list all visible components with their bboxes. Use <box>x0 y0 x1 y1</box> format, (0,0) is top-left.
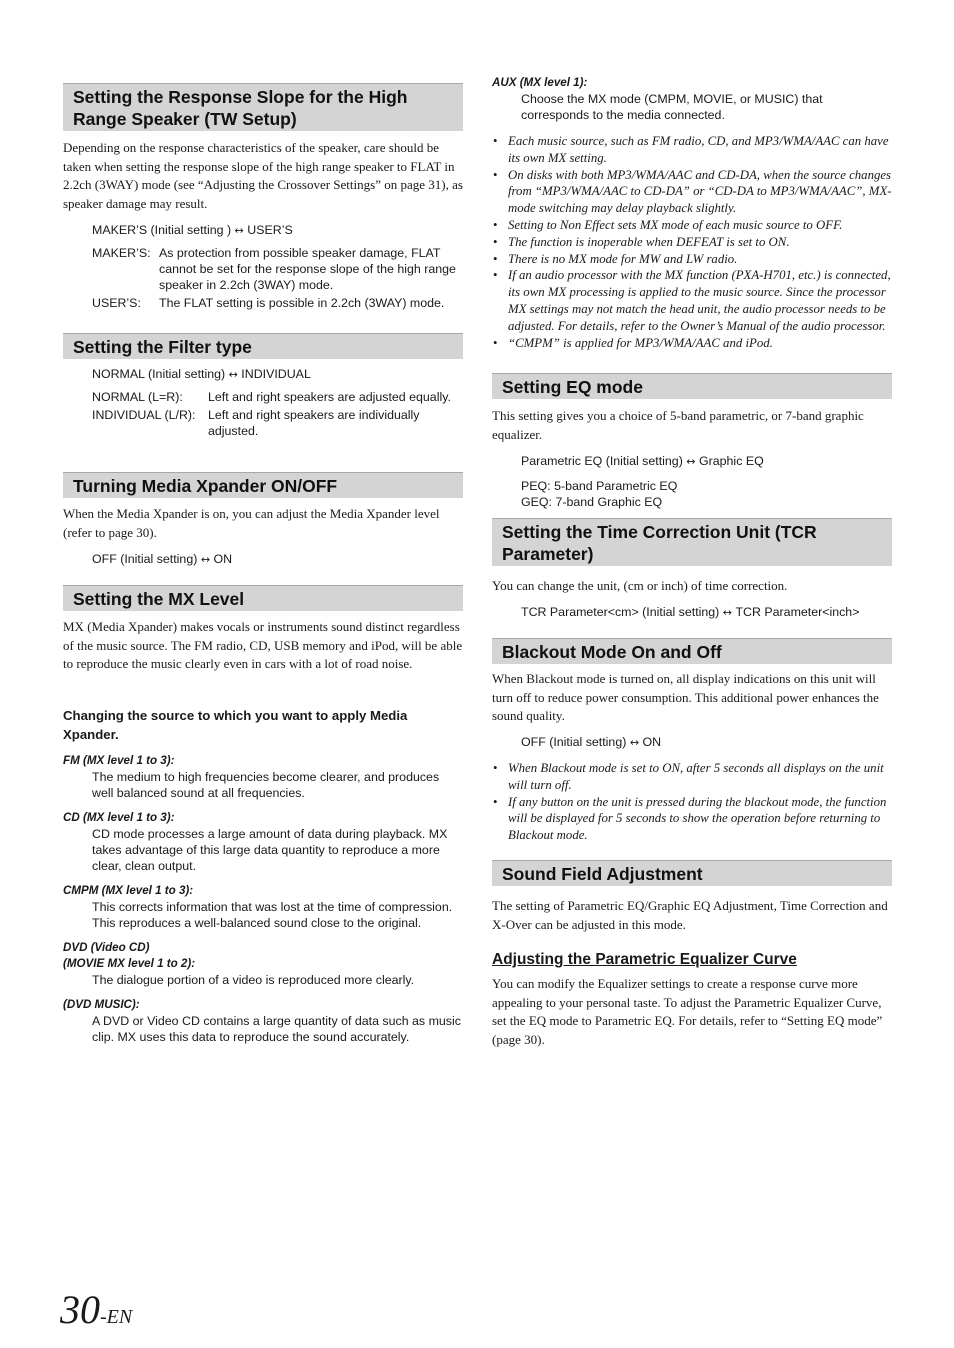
double-arrow-icon: ↔ <box>629 736 643 749</box>
mx-entry <box>63 753 463 801</box>
double-arrow-icon: ↔ <box>228 368 242 381</box>
sound-field-body: The setting of Parametric EQ/Graphic EQ Adjustment, Time Correction and X-Over can be adjusted in this mode. <box>492 898 888 932</box>
note-item: • There is no MX mode for MW and LW radio. <box>492 251 892 268</box>
definition-term: INDIVIDUAL (L/R): <box>92 408 196 422</box>
definition-desc: 5-band Parametric EQ <box>554 479 678 493</box>
definition-term: PEQ: <box>521 479 551 493</box>
blackout-notes-list <box>492 760 892 844</box>
page-number-value: 30 <box>60 1287 100 1332</box>
definition-row <box>92 389 463 405</box>
eq-mode-definitions <box>492 478 892 510</box>
mx-entry-label: (DVD MUSIC): <box>63 998 140 1011</box>
tcr-heading: Setting the Time Correction Unit (TCR Parameter) <box>492 518 892 566</box>
aux-label: AUX (MX level 1): <box>492 76 588 89</box>
double-arrow-icon: ↔ <box>234 224 248 237</box>
option-a: NORMAL (Initial setting) <box>92 367 226 381</box>
mx-level-heading: Setting the MX Level <box>63 585 463 611</box>
definition-row <box>521 494 892 510</box>
option-b: INDIVIDUAL <box>241 367 311 381</box>
option-a: OFF (Initial setting) <box>92 552 198 566</box>
aux-entry <box>492 75 892 123</box>
page-number <box>60 1286 132 1333</box>
tcr-body: You can change the unit, (cm or inch) of time correction. <box>492 578 788 593</box>
mx-entry-label: FM (MX level 1 to 3): <box>63 754 175 767</box>
definition-term: GEQ: <box>521 495 552 509</box>
note-item: • “CMPM” is applied for MP3/WMA/AAC and iPod. <box>492 335 892 352</box>
blackout-options <box>492 734 892 751</box>
definition-row <box>92 295 463 311</box>
mx-entry <box>63 997 463 1045</box>
filter-type-definitions <box>63 389 463 439</box>
mx-entry-text: This corrects information that was lost at the time of compression. This reproduces a well-balanced sound close to the original. <box>92 900 453 930</box>
mx-entry-text: A DVD or Video CD contains a large quantity of data such as music clip. MX uses this data to reproduce the sound accurately. <box>92 1014 461 1044</box>
mx-entry <box>63 810 463 874</box>
mx-entry-text: The dialogue portion of a video is reproduced more clearly. <box>92 973 415 987</box>
tw-setup-body: Depending on the response characteristics of the speaker, care should be taken when setting the response slope of the high range speaker to FLAT in 2.2ch (3WAY) mode (see “Adjusting the Crossover Settings” on page 31), as speaker damage may result. <box>63 140 463 211</box>
definition-term: NORMAL (L=R): <box>92 390 183 404</box>
tw-setup-options <box>63 222 463 239</box>
option-b: ON <box>213 552 233 566</box>
option-b: TCR Parameter<inch> <box>735 605 860 619</box>
media-xpander-heading: Turning Media Xpander ON/OFF <box>63 472 463 498</box>
tw-setup-definitions <box>63 245 463 311</box>
option-a: Parametric EQ (Initial setting) <box>521 454 683 468</box>
page-number-suffix: -EN <box>100 1306 133 1328</box>
note-item: • If any button on the unit is pressed during the blackout mode, the function will be displayed for 5 seconds to show the operation before returning to Blackout mode. <box>492 794 892 844</box>
media-xpander-options <box>63 551 463 568</box>
mx-source-subheading: Changing the source to which you want to apply Media Xpander. <box>63 708 408 742</box>
mx-entries <box>63 753 463 1045</box>
mx-notes-list <box>492 133 892 351</box>
double-arrow-icon: ↔ <box>722 606 736 619</box>
note-item: • On disks with both MP3/WMA/AAC and CD-DA, when the source changes from “MP3/WMA/AAC to CD-DA” or “CD-DA to MP3/WMA/AAC”, MX-mode switching may delay playback slightly. <box>492 167 892 217</box>
tw-setup-heading: Setting the Response Slope for the High Range Speaker (TW Setup) <box>63 83 463 131</box>
option-a: MAKER’S (Initial setting ) <box>92 223 232 237</box>
definition-desc: As protection from possible speaker damage, FLAT cannot be set for the response slope of the high range speaker in 2.2ch (3WAY) mode. <box>159 246 456 292</box>
definition-row <box>92 407 463 439</box>
definition-desc: 7-band Graphic EQ <box>555 495 663 509</box>
mx-entry-label: DVD (Video CD) <box>63 941 150 954</box>
definition-row <box>521 478 892 494</box>
definition-row <box>92 245 463 293</box>
mx-entry-label: CMPM (MX level 1 to 3): <box>63 884 194 897</box>
option-a: TCR Parameter<cm> (Initial setting) <box>521 605 720 619</box>
definition-term: MAKER’S: <box>92 246 151 260</box>
definition-term: USER’S: <box>92 296 141 310</box>
mx-entry-label-2: (MOVIE MX level 1 to 2): <box>63 957 196 970</box>
option-b: Graphic EQ <box>699 454 764 468</box>
eq-mode-body: This setting gives you a choice of 5-band parametric, or 7-band graphic equalizer. <box>492 408 864 442</box>
blackout-heading: Blackout Mode On and Off <box>492 638 892 664</box>
mx-entry <box>63 883 463 931</box>
media-xpander-body: When the Media Xpander is on, you can adjust the Media Xpander level (refer to page 30). <box>63 506 440 540</box>
aux-text: Choose the MX mode (CMPM, MOVIE, or MUSIC) that corresponds to the media connected. <box>521 92 823 122</box>
mx-entry-label: CD (MX level 1 to 3): <box>63 811 175 824</box>
option-b: ON <box>642 735 662 749</box>
mx-entry-text: CD mode processes a large amount of data during playback. MX takes advantage of this large data quantity to reproduce a more clear, clean output. <box>92 827 448 873</box>
mx-entry <box>63 940 463 988</box>
blackout-body: When Blackout mode is turned on, all display indications on this unit will turn off to reduce power consumption. This additional power enhances the sound quality. <box>492 671 879 723</box>
parametric-eq-subheading: Adjusting the Parametric Equalizer Curve <box>492 951 797 968</box>
mx-entry-text: The medium to high frequencies become clearer, and produces well balanced sound at all frequencies. <box>92 770 440 800</box>
filter-type-options <box>63 366 463 383</box>
sound-field-heading: Sound Field Adjustment <box>492 860 892 886</box>
eq-mode-options <box>492 453 892 470</box>
parametric-eq-body: You can modify the Equalizer settings to create a response curve more appealing to your personal taste. To adjust the Parametric Equalizer Curve, set the EQ mode to Parametric EQ. For details, refer to “Setting EQ mode” (page 30). <box>492 976 883 1047</box>
mx-level-body: MX (Media Xpander) makes vocals or instruments sound distinct regardless of the music source. The FM radio, CD, USB memory and iPod, will be able to reproduce the music clearly even in cars with a lot of road noise. <box>63 619 463 671</box>
tcr-options <box>492 604 892 621</box>
note-item: • If an audio processor with the MX function (PXA-H701, etc.) is connected, its own MX processing is applied to the music source. Since the processor MX settings may not match the head unit, the audio processor needs to be adjusted. For details, refer to the Owner’s Manual of the audio processor. <box>492 267 892 334</box>
double-arrow-icon: ↔ <box>200 553 214 566</box>
option-a: OFF (Initial setting) <box>521 735 627 749</box>
option-b: USER’S <box>247 223 293 237</box>
note-item: • The function is inoperable when DEFEAT is set to ON. <box>492 234 892 251</box>
filter-type-heading: Setting the Filter type <box>63 333 463 359</box>
definition-desc: The FLAT setting is possible in 2.2ch (3WAY) mode. <box>159 296 445 310</box>
eq-mode-heading: Setting EQ mode <box>492 373 892 399</box>
definition-desc: Left and right speakers are individually adjusted. <box>208 408 420 438</box>
double-arrow-icon: ↔ <box>686 455 699 468</box>
note-item: • Each music source, such as FM radio, CD, and MP3/WMA/AAC can have its own MX setting. <box>492 133 892 167</box>
note-item: • Setting to Non Effect sets MX mode of each music source to OFF. <box>492 217 892 234</box>
definition-desc: Left and right speakers are adjusted equally. <box>208 390 451 404</box>
note-item: • When Blackout mode is set to ON, after 5 seconds all displays on the unit will turn off. <box>492 760 892 794</box>
